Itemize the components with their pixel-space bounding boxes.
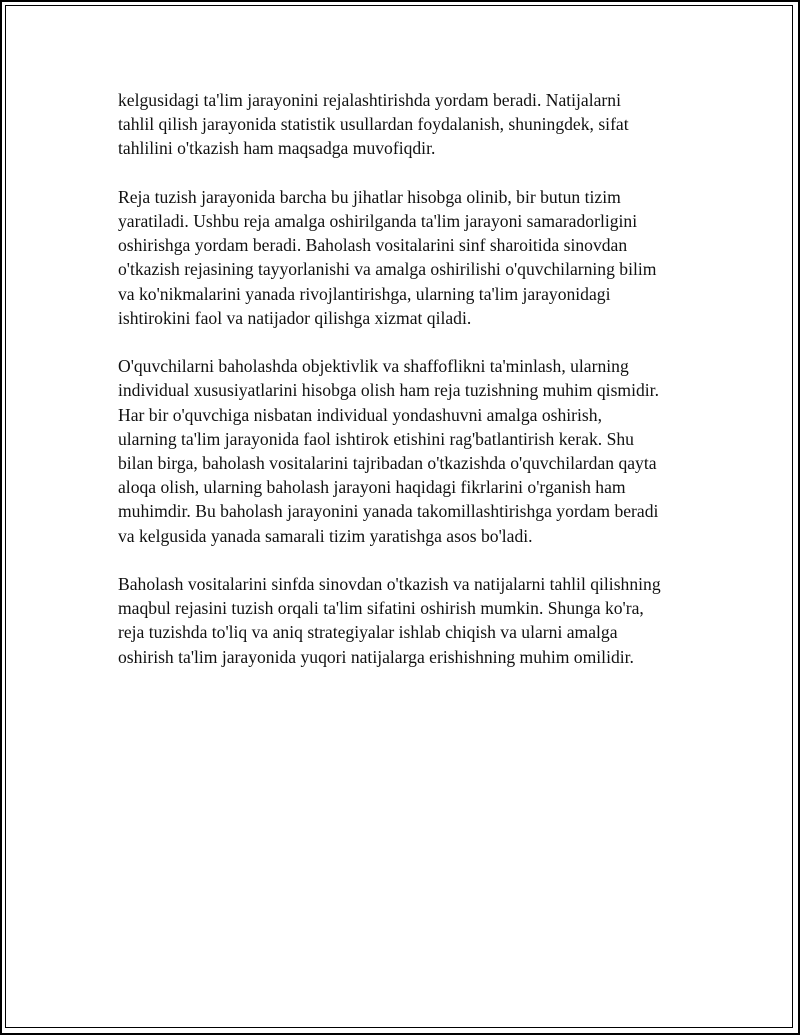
text-line: maqbul rejasini tuzish orqali ta'lim sifatini oshirish mumkin. Shunga ko'ra, xyxy=(118,598,644,619)
text-line: ularning ta'lim jarayonida faol ishtirok etishini rag'batlantirish kerak. Shu xyxy=(118,428,634,449)
paragraph-1 xyxy=(118,88,698,161)
text-line: Reja tuzish jarayonida barcha bu jihatlar hisobga olinib, bir butun tizim xyxy=(118,186,621,207)
text-line: va ko'nikmalarini yanada rivojlantirishga, ularning ta'lim jarayonidagi xyxy=(118,283,611,304)
text-line: aloqa olish, ularning baholash jarayoni haqidagi fikrlarini o'rganish ham xyxy=(118,477,626,498)
text-line: yaratiladi. Ushbu reja amalga oshirilganda ta'lim jarayoni samaradorligini xyxy=(118,211,638,231)
text-line: reja tuzishda to'liq va aniq strategiyalar ishlab chiqish va ularni amalga xyxy=(118,622,618,643)
text-line: ishtirokini faol va natijador qilishga xizmat qiladi. xyxy=(118,307,472,328)
text-line: kelgusidagi ta'lim jarayonini rejalashtirishda yordam beradi. Natijalarni xyxy=(118,90,621,110)
document-body xyxy=(118,88,698,693)
paragraph-4 xyxy=(118,572,698,669)
text-line: muhimdir. Bu baholash jarayonini yanada takomillashtirishga yordam beradi xyxy=(118,501,659,522)
text-line: Har bir o'quvchiga nisbatan individual yondashuvni amalga oshirish, xyxy=(118,404,602,425)
text-line: bilan birga, baholash vositalarini tajribadan o'tkazishda o'quvchilardan qayta xyxy=(118,453,657,474)
text-line: va kelgusida yanada samarali tizim yaratishga asos bo'ladi. xyxy=(118,525,533,546)
paragraph-2 xyxy=(118,185,698,330)
text-line: Baholash vositalarini sinfda sinovdan o'tkazish va natijalarni tahlil qilishning xyxy=(118,574,661,595)
text-line: o'tkazish rejasining tayyorlanishi va amalga oshirilishi o'quvchilarning bilim xyxy=(118,259,657,280)
text-line: individual xususiyatlarini hisobga olish ham reja tuzishning muhim qismidir. xyxy=(118,380,659,401)
text-line: tahlil qilish jarayonida statistik usullardan foydalanish, shuningdek, sifat xyxy=(118,114,629,135)
text-line: tahlilini o'tkazish ham maqsadga muvofiqdir. xyxy=(118,138,436,159)
text-line: oshirish ta'lim jarayonida yuqori natijalarga erishishning muhim omilidir. xyxy=(118,646,634,667)
paragraph-3 xyxy=(118,354,698,548)
text-line: oshirishga yordam beradi. Baholash vositalarini sinf sharoitida sinovdan xyxy=(118,235,628,256)
text-line: O'quvchilarni baholashda objektivlik va shaffoflikni ta'minlash, ularning xyxy=(118,356,629,377)
